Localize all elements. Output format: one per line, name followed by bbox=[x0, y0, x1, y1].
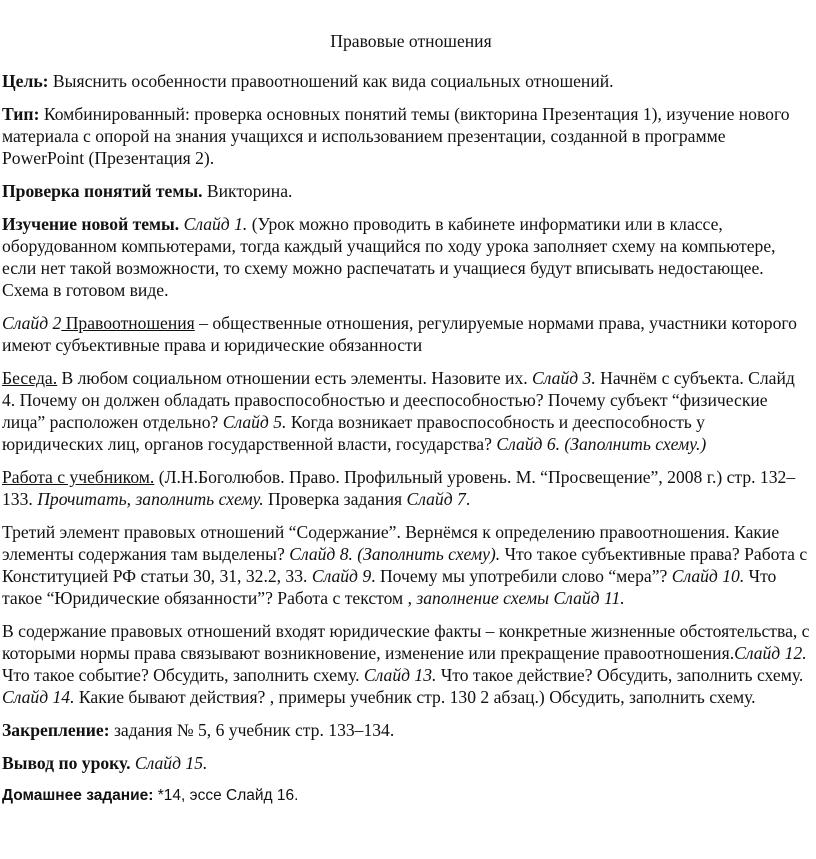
goal-label: Цель: bbox=[2, 71, 49, 91]
homework-paragraph bbox=[2, 785, 816, 807]
content-text-4: Что такое “Юридические обязанности”? Работа с текстом , bbox=[2, 566, 777, 608]
facts-slide-12: Слайд 12. bbox=[734, 643, 807, 663]
study-label: Изучение новой темы. bbox=[2, 214, 180, 234]
facts-text-2: Что такое событие? Обсудить, заполнить схему. bbox=[2, 665, 364, 685]
facts-text-1: В содержание правовых отношений входят юридические факты – конкретные жизненные обстоятельства, с которыми нормы права связывают возникновение, изменение или прекращение правоотношения. bbox=[2, 621, 810, 663]
talk-slide-5: Слайд 5. bbox=[222, 412, 287, 432]
book-instruction: Прочитать, заполнить схему. bbox=[37, 489, 264, 509]
facts-slide-13: Слайд 13. bbox=[363, 665, 437, 685]
content-text-2: Что такое субъективные права? Работа с Конституцией РФ статьи 30, 31, 32.2, 33. bbox=[2, 544, 808, 586]
facts-paragraph bbox=[2, 620, 816, 708]
conclusion-paragraph bbox=[2, 752, 816, 774]
content-paragraph bbox=[2, 521, 816, 609]
book-slide-7: Слайд 7 bbox=[406, 489, 466, 509]
content-slide-11: заполнение схемы Слайд 11. bbox=[416, 588, 625, 608]
facts-slide-14: Слайд 14. bbox=[2, 687, 75, 707]
study-slide: Слайд 1. bbox=[179, 214, 248, 234]
type-text: Комбинированный: проверка основных понятий темы (викторина Презентация 1), изучение нового материала с опорой на знания учащихся и использованием презентации, созданной в программе PowerPoint (Презентация 2). bbox=[2, 104, 790, 168]
type-paragraph bbox=[2, 103, 816, 169]
book-text-1: (Л.Н.Боголюбов. Право. Профильный уровень. М. “Просвещение”, 2008 г.) стр. 132–133. bbox=[2, 467, 796, 509]
goal-text: Выяснить особенности правоотношений как вида социальных отношений. bbox=[48, 71, 614, 91]
consolidation-text: задания № 5, 6 учебник стр. 133–134. bbox=[109, 720, 395, 740]
slide2-slide: Слайд 2 bbox=[2, 313, 62, 333]
talk-label: Беседа. bbox=[2, 368, 58, 388]
facts-text-4: Какие бывают действия? , примеры учебник стр. 130 2 абзац.) Обсудить, заполнить схему. bbox=[74, 687, 756, 707]
check-text: Викторина. bbox=[202, 181, 293, 201]
talk-paragraph bbox=[2, 367, 816, 455]
talk-text-3: Когда возникает правоспособность и дееспособность у юридических лиц, органов государственной власти, государства? bbox=[2, 412, 705, 454]
slide2-term: Правоотношения bbox=[61, 313, 195, 333]
study-paragraph bbox=[2, 213, 816, 301]
conclusion-slide: Слайд 15. bbox=[130, 753, 208, 773]
content-slide-8: Слайд 8. (Заполнить схему). bbox=[289, 544, 501, 564]
consolidation-paragraph bbox=[2, 719, 816, 741]
talk-text-1: В любом социальном отношении есть элементы. Назовите их. bbox=[57, 368, 533, 388]
slide2-text: – общественные отношения, регулируемые нормами права, участники которого имеют субъективные права и юридические обязанности bbox=[2, 313, 797, 355]
study-text: (Урок можно проводить в кабинете информатики или в классе, оборудованном компьютерами, тогда каждый учащийся по ходу урока заполняет схему на компьютере, если нет такой возможности, то схему можно распечатать и учащиеся будут вписывать недостающее. Схема в готовом виде. bbox=[2, 214, 776, 300]
goal-paragraph bbox=[2, 70, 816, 92]
talk-slide-3: Слайд 3. bbox=[532, 368, 596, 388]
document-title: Правовые отношения bbox=[330, 31, 492, 51]
book-paragraph bbox=[2, 466, 816, 510]
book-text-2: Проверка задания bbox=[263, 489, 407, 509]
content-slide-10: Слайд 10. bbox=[671, 566, 745, 586]
facts-text-3: Что такое действие? Обсудить, заполнить схему. bbox=[436, 665, 804, 685]
type-label: Тип: bbox=[2, 104, 40, 124]
book-label: Работа с учебником. bbox=[2, 467, 155, 487]
slide2-paragraph bbox=[2, 312, 816, 356]
consolidation-label: Закрепление: bbox=[2, 720, 110, 740]
conclusion-label: Вывод по уроку. bbox=[2, 753, 131, 773]
homework-label: Домашнее задание: bbox=[2, 787, 154, 804]
talk-slide-6: Слайд 6. (Заполнить схему.) bbox=[496, 434, 707, 454]
content-text-1: Третий элемент правовых отношений “Содержание”. Вернёмся к определению правоотношения. Какие элементы содержания там выделены? bbox=[2, 522, 780, 564]
talk-text-2: Начнём с субъекта. Слайд 4. Почему он должен обладать правоспособностью и дееспособностью? Почему субъект “физические лица” расположен отдельно? bbox=[2, 368, 795, 432]
content-slide-9: Слайд 9 bbox=[311, 566, 372, 586]
book-text-3: . bbox=[465, 489, 471, 509]
content-text-3: . Почему мы употребили слово “мера”? bbox=[371, 566, 672, 586]
homework-text: *14, эссе Слайд 16. bbox=[153, 787, 299, 804]
check-paragraph bbox=[2, 180, 816, 202]
check-label: Проверка понятий темы. bbox=[2, 181, 203, 201]
